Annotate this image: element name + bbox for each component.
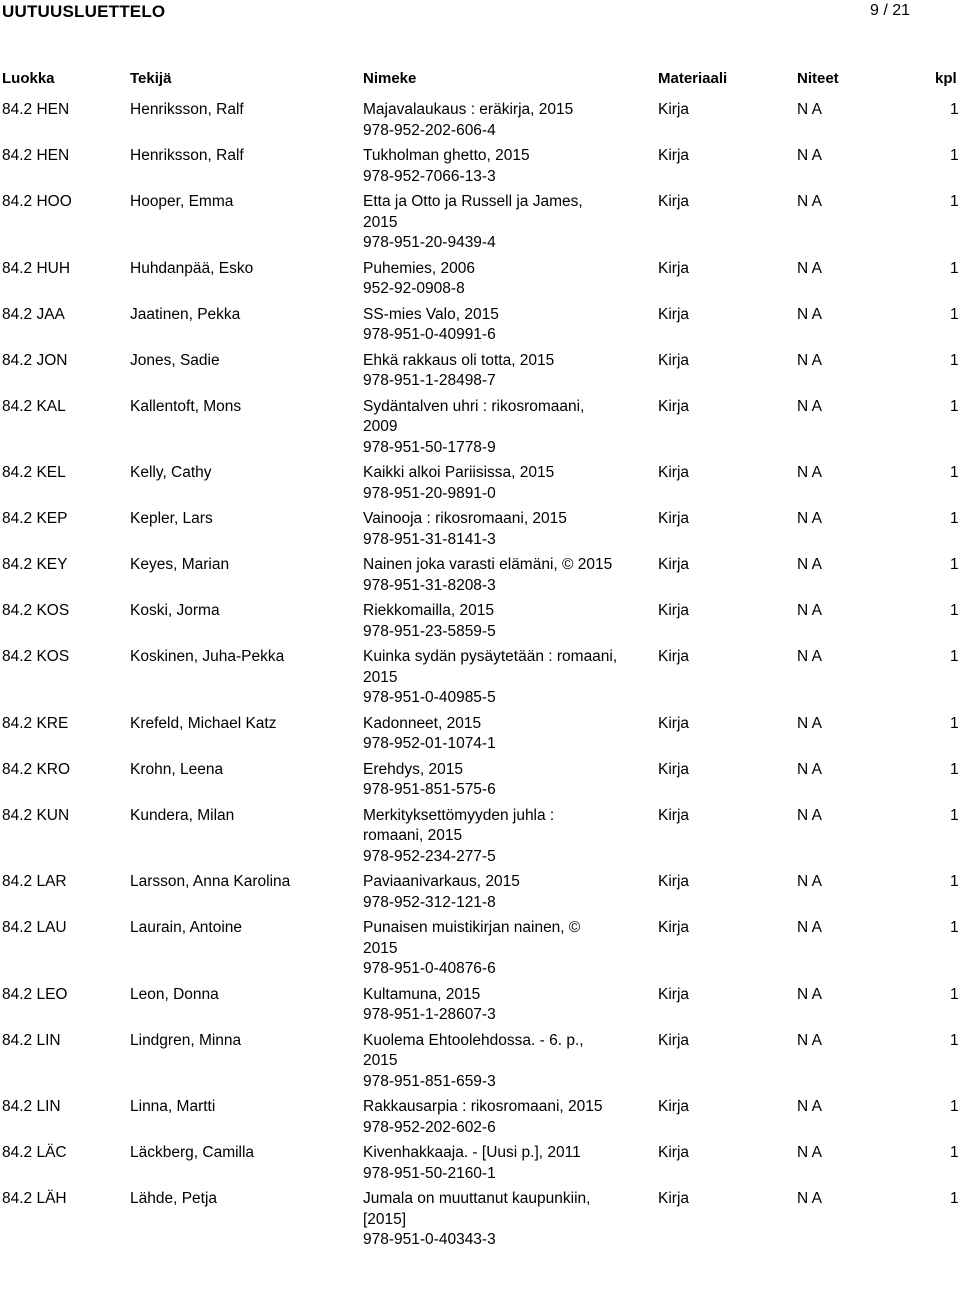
row-isbn: 978-951-23-5859-5 (363, 622, 496, 640)
row-notes: N A (797, 806, 822, 824)
row-title (363, 601, 618, 642)
row-title-text: Erehdys, 2015 (363, 760, 463, 778)
row-notes: N A (797, 193, 822, 210)
row-author: Linna, Martti (130, 1098, 216, 1115)
row-title (363, 1189, 618, 1251)
row-notes: N A (797, 714, 822, 732)
row-count: 1 (950, 919, 959, 936)
row-title (363, 463, 618, 504)
row-material: Kirja (658, 464, 690, 481)
row-class: 84.2 HOO (2, 193, 72, 210)
row-title (363, 918, 618, 980)
row-title (363, 259, 618, 300)
row-class: 84.2 HEN (2, 101, 70, 118)
row-notes: N A (797, 873, 822, 890)
row-author: Koskinen, Juha-Pekka (130, 648, 285, 665)
row-title (363, 760, 618, 801)
row-class: 84.2 KEY (2, 556, 68, 573)
row-author: Lindgren, Minna (130, 1031, 242, 1049)
row-class: 84.2 KEP (2, 510, 68, 527)
row-count: 1 (950, 1190, 959, 1207)
column-header-material: Materiaali (658, 70, 728, 87)
row-notes: N A (797, 1144, 822, 1161)
row-notes: N A (797, 602, 822, 619)
row-title-text: Kadonneet, 2015 (363, 714, 482, 732)
row-title (363, 1143, 618, 1184)
row-material: Kirja (658, 714, 690, 732)
row-author: Kepler, Lars (130, 510, 213, 527)
row-isbn: 978-951-31-8141-3 (363, 530, 496, 548)
table-row (0, 601, 960, 642)
row-notes: N A (797, 1098, 822, 1115)
row-author: Hooper, Emma (130, 193, 234, 210)
row-author: Henriksson, Ralf (130, 101, 244, 118)
row-count: 1 (950, 1144, 959, 1161)
table-row (0, 872, 960, 913)
row-material: Kirja (658, 806, 690, 824)
row-count: 1 (950, 602, 959, 619)
row-author: Lähde, Petja (130, 1190, 218, 1207)
row-material: Kirja (658, 1098, 690, 1115)
row-title (363, 647, 618, 709)
row-title (363, 714, 618, 755)
row-notes: N A (797, 147, 822, 164)
row-material: Kirja (658, 147, 690, 164)
row-title (363, 305, 618, 346)
column-header-author: Tekijä (130, 70, 172, 87)
row-isbn: 978-951-31-8208-3 (363, 576, 496, 594)
row-title (363, 351, 618, 392)
row-count: 1 (950, 510, 959, 527)
row-title-text: Sydäntalven uhri : rikosromaani, 2009 (363, 397, 585, 435)
row-class: 84.2 LIN (2, 1098, 61, 1115)
catalog-list (0, 100, 960, 1256)
row-notes: N A (797, 1190, 822, 1207)
row-count: 1 (950, 556, 959, 573)
table-row (0, 985, 960, 1026)
row-material: Kirja (658, 397, 690, 415)
row-material: Kirja (658, 351, 690, 369)
row-count: 1 (950, 351, 959, 369)
row-author: Laurain, Antoine (130, 919, 243, 936)
row-title-text: Nainen joka varasti elämäni, © 2015 (363, 556, 613, 573)
row-count: 1 (950, 397, 959, 415)
row-class: 84.2 KOS (2, 602, 70, 619)
row-class: 84.2 KRE (2, 714, 69, 732)
column-header-class: Luokka (2, 70, 55, 87)
table-row (0, 397, 960, 459)
row-author: Jaatinen, Pekka (130, 305, 241, 323)
row-count: 1 (950, 305, 959, 323)
row-isbn: 978-951-20-9891-0 (363, 484, 496, 502)
row-material: Kirja (658, 985, 690, 1003)
row-title-text: Merkityksettömyyden juhla : romaani, 2015 (363, 806, 555, 844)
table-row (0, 146, 960, 187)
row-notes: N A (797, 556, 822, 573)
row-notes: N A (797, 351, 822, 369)
table-row (0, 1189, 960, 1251)
row-title (363, 555, 618, 596)
row-notes: N A (797, 919, 822, 936)
row-class: 84.2 LÄH (2, 1190, 67, 1207)
row-notes: N A (797, 985, 822, 1003)
row-title-text: Paviaanivarkaus, 2015 (363, 873, 520, 890)
row-count: 1 (950, 193, 959, 210)
row-count: 1 (950, 1098, 959, 1115)
row-count: 1 (950, 714, 959, 732)
row-class: 84.2 LÄC (2, 1144, 67, 1161)
row-count: 1 (950, 806, 959, 824)
row-title-text: Rakkausarpia : rikosromaani, 2015 (363, 1098, 603, 1115)
row-class: 84.2 HEN (2, 147, 70, 164)
row-isbn: 978-951-0-40876-6 (363, 960, 496, 977)
row-material: Kirja (658, 259, 690, 277)
row-title-text: Kivenhakkaaja. - [Uusi p.], 2011 (363, 1144, 581, 1161)
row-class: 84.2 KRO (2, 760, 71, 778)
table-row (0, 647, 960, 709)
row-notes: N A (797, 397, 822, 415)
row-material: Kirja (658, 305, 690, 323)
row-notes: N A (797, 464, 822, 481)
page-number: 9 / 21 (870, 2, 911, 19)
row-notes: N A (797, 760, 822, 778)
row-title-text: Kuinka sydän pysäytetään : romaani, 2015 (363, 648, 618, 686)
row-isbn: 978-951-0-40985-5 (363, 689, 496, 706)
row-notes: N A (797, 305, 822, 323)
table-row (0, 806, 960, 868)
table-row (0, 305, 960, 346)
row-isbn: 978-951-851-575-6 (363, 781, 496, 798)
table-row (0, 509, 960, 550)
row-author: Kundera, Milan (130, 806, 235, 824)
table-row (0, 463, 960, 504)
table-row (0, 555, 960, 596)
row-class: 84.2 LIN (2, 1031, 61, 1049)
column-header-notes: Niteet (797, 70, 839, 87)
row-isbn: 978-952-01-1074-1 (363, 735, 496, 752)
row-author: Koski, Jorma (130, 602, 220, 619)
row-class: 84.2 JON (2, 351, 68, 369)
row-count: 1 (950, 648, 959, 665)
row-count: 1 (950, 464, 959, 481)
row-count: 1 (950, 259, 959, 277)
row-author: Leon, Donna (130, 985, 219, 1003)
row-author: Jones, Sadie (130, 351, 220, 369)
table-row (0, 1143, 960, 1184)
column-header-title: Nimeke (363, 70, 417, 87)
row-title (363, 806, 618, 868)
row-isbn: 978-952-234-277-5 (363, 847, 496, 865)
table-row (0, 1031, 960, 1093)
row-title (363, 192, 618, 254)
row-count: 1 (950, 760, 959, 778)
row-isbn: 978-951-1-28607-3 (363, 1006, 496, 1023)
document-title: UUTUUSLUETTELO (2, 2, 166, 21)
row-isbn: 978-951-851-659-3 (363, 1072, 496, 1090)
row-author: Larsson, Anna Karolina (130, 873, 291, 890)
row-material: Kirja (658, 510, 690, 527)
row-material: Kirja (658, 1190, 690, 1207)
row-isbn: 978-952-202-602-6 (363, 1118, 496, 1136)
row-isbn: 978-951-20-9439-4 (363, 234, 496, 251)
row-class: 84.2 LAR (2, 873, 67, 890)
row-class: 84.2 KAL (2, 397, 66, 415)
row-isbn: 952-92-0908-8 (363, 280, 465, 297)
row-title (363, 1097, 618, 1138)
row-count: 1 (950, 101, 959, 118)
row-title (363, 397, 618, 459)
row-isbn: 978-951-50-1778-9 (363, 438, 496, 456)
row-author: Läckberg, Camilla (130, 1144, 255, 1161)
row-count: 1 (950, 873, 959, 890)
row-material: Kirja (658, 919, 690, 936)
row-title-text: SS-mies Valo, 2015 (363, 305, 499, 323)
row-title-text: Riekkomailla, 2015 (363, 602, 494, 619)
row-author: Krefeld, Michael Katz (130, 714, 277, 732)
row-class: 84.2 KUN (2, 806, 70, 824)
row-material: Kirja (658, 193, 690, 210)
row-title (363, 1031, 618, 1093)
row-notes: N A (797, 648, 822, 665)
row-material: Kirja (658, 1144, 690, 1161)
row-material: Kirja (658, 101, 690, 118)
row-isbn: 978-951-50-2160-1 (363, 1164, 496, 1182)
row-title (363, 100, 618, 141)
row-count: 1 (950, 1031, 959, 1049)
table-row (0, 918, 960, 980)
row-title-text: Majavalaukaus : eräkirja, 2015 (363, 101, 574, 118)
row-class: 84.2 LEO (2, 985, 68, 1003)
row-title-text: Kuolema Ehtoolehdossa. - 6. p., 2015 (363, 1031, 584, 1069)
row-title-text: Tukholman ghetto, 2015 (363, 147, 530, 164)
row-material: Kirja (658, 760, 690, 778)
row-title-text: Kultamuna, 2015 (363, 985, 481, 1003)
row-author: Kallentoft, Mons (130, 397, 242, 415)
row-author: Henriksson, Ralf (130, 147, 244, 164)
column-header-count: kpl (935, 70, 957, 87)
row-material: Kirja (658, 648, 690, 665)
row-notes: N A (797, 510, 822, 527)
row-title (363, 509, 618, 550)
row-isbn: 978-951-1-28498-7 (363, 372, 496, 389)
row-author: Huhdanpää, Esko (130, 259, 254, 277)
table-row (0, 760, 960, 801)
table-row (0, 192, 960, 254)
row-material: Kirja (658, 1031, 690, 1049)
row-class: 84.2 LAU (2, 919, 67, 936)
row-author: Krohn, Leena (130, 760, 224, 778)
row-author: Kelly, Cathy (130, 464, 212, 481)
row-title-text: Ehkä rakkaus oli totta, 2015 (363, 351, 555, 369)
row-title-text: Vainooja : rikosromaani, 2015 (363, 510, 567, 527)
row-title-text: Jumala on muuttanut kaupunkiin, [2015] (363, 1190, 591, 1228)
row-count: 1 (950, 985, 959, 1003)
row-isbn: 978-952-202-606-4 (363, 121, 496, 139)
row-class: 84.2 KEL (2, 464, 66, 481)
row-title (363, 872, 618, 913)
row-author: Keyes, Marian (130, 556, 230, 573)
row-title (363, 146, 618, 187)
row-class: 84.2 KOS (2, 648, 70, 665)
row-notes: N A (797, 101, 822, 118)
row-notes: N A (797, 1031, 822, 1049)
row-class: 84.2 JAA (2, 305, 65, 323)
table-row (0, 351, 960, 392)
row-notes: N A (797, 259, 822, 277)
row-isbn: 978-951-0-40991-6 (363, 326, 496, 343)
row-isbn: 978-951-0-40343-3 (363, 1231, 496, 1248)
table-row (0, 100, 960, 141)
table-header (0, 70, 960, 90)
row-title-text: Etta ja Otto ja Russell ja James, 2015 (363, 193, 583, 231)
row-title-text: Kaikki alkoi Pariisissa, 2015 (363, 464, 555, 481)
row-isbn: 978-952-312-121-8 (363, 893, 496, 911)
row-title-text: Punaisen muistikirjan nainen, © 2015 (363, 919, 581, 957)
row-title (363, 985, 618, 1026)
row-title-text: Puhemies, 2006 (363, 259, 476, 277)
row-material: Kirja (658, 602, 690, 619)
row-isbn: 978-952-7066-13-3 (363, 167, 496, 185)
table-row (0, 259, 960, 300)
table-row (0, 714, 960, 755)
row-material: Kirja (658, 873, 690, 890)
row-class: 84.2 HUH (2, 259, 71, 277)
row-material: Kirja (658, 556, 690, 573)
table-row (0, 1097, 960, 1138)
row-count: 1 (950, 147, 959, 164)
